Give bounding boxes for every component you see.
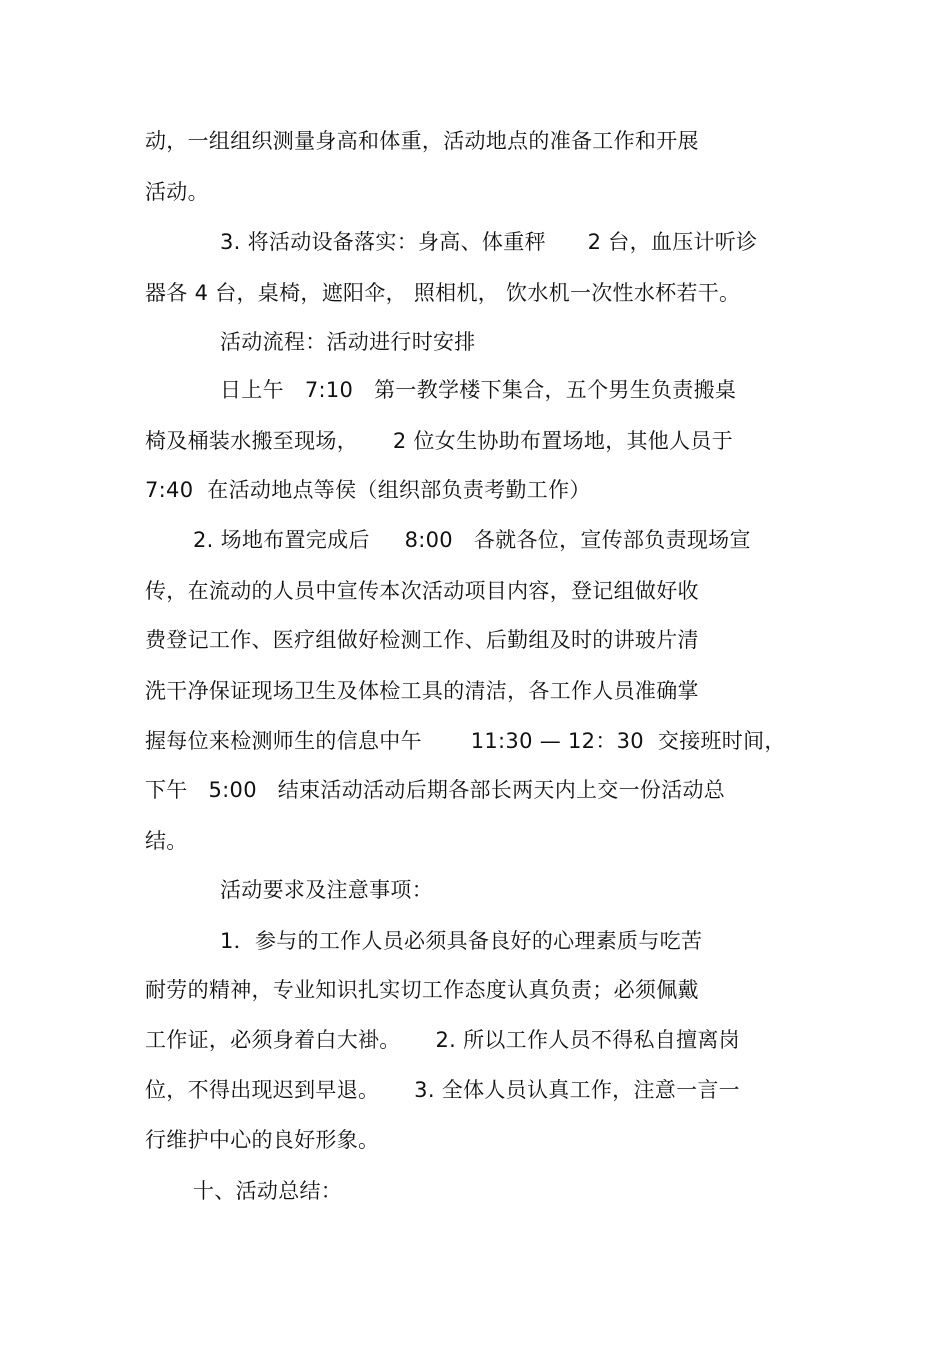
section-heading: 活动要求及注意事项： [220,878,433,902]
text-line: 行维护中心的良好形象。 [145,1128,380,1152]
text-line: 工作证，必须身着白大褂。 2. 所以工作人员不得私自擅离岗 [145,1028,740,1052]
text-line: 结。 [145,829,188,853]
text-line: 7:40 在活动地点等侯（组织部负责考勤工作） [145,478,591,502]
section-heading: 十、活动总结： [193,1179,343,1203]
text-line: 传，在流动的人员中宣传本次活动项目内容，登记组做好收 [145,579,699,603]
text-line: 3. 将活动设备落实：身高、体重秤 2 台，血压计听诊 [220,230,758,254]
text-line: 活动流程：活动进行时安排 [220,330,476,354]
text-line: 椅及桶装水搬至现场， 2 位女生协助布置场地，其他人员于 [145,429,734,453]
text-line: 下午 5:00 结束活动活动后期各部长两天内上交一份活动总 [145,778,726,802]
text-line: 握每位来检测师生的信息中午 11:30 — 12：30 交接班时间， [145,729,786,753]
text-line: 2. 场地布置完成后 8:00 各就各位，宣传部负责现场宣 [193,528,751,552]
text-line: 洗干净保证现场卫生及体检工具的清洁，各工作人员准确掌 [145,679,699,703]
text-line: 活动。 [145,180,209,204]
text-line: 耐劳的精神，专业知识扎实切工作态度认真负责；必须佩戴 [145,978,699,1002]
text-line: 位，不得出现迟到早退。 3. 全体人员认真工作，注意一言一 [145,1078,740,1102]
text-line: 器各 4 台，桌椅，遮阳伞， 照相机， 饮水机一次性水杯若干。 [145,281,741,305]
text-line: 1．参与的工作人员必须具备良好的心理素质与吃苦 [220,929,703,953]
text-line: 动，一组组织测量身高和体重，活动地点的准备工作和开展 [145,129,699,153]
text-line: 费登记工作、医疗组做好检测工作、后勤组及时的讲玻片清 [145,628,699,652]
text-line: 日上午 7:10 第一教学楼下集合，五个男生负责搬桌 [220,378,737,402]
